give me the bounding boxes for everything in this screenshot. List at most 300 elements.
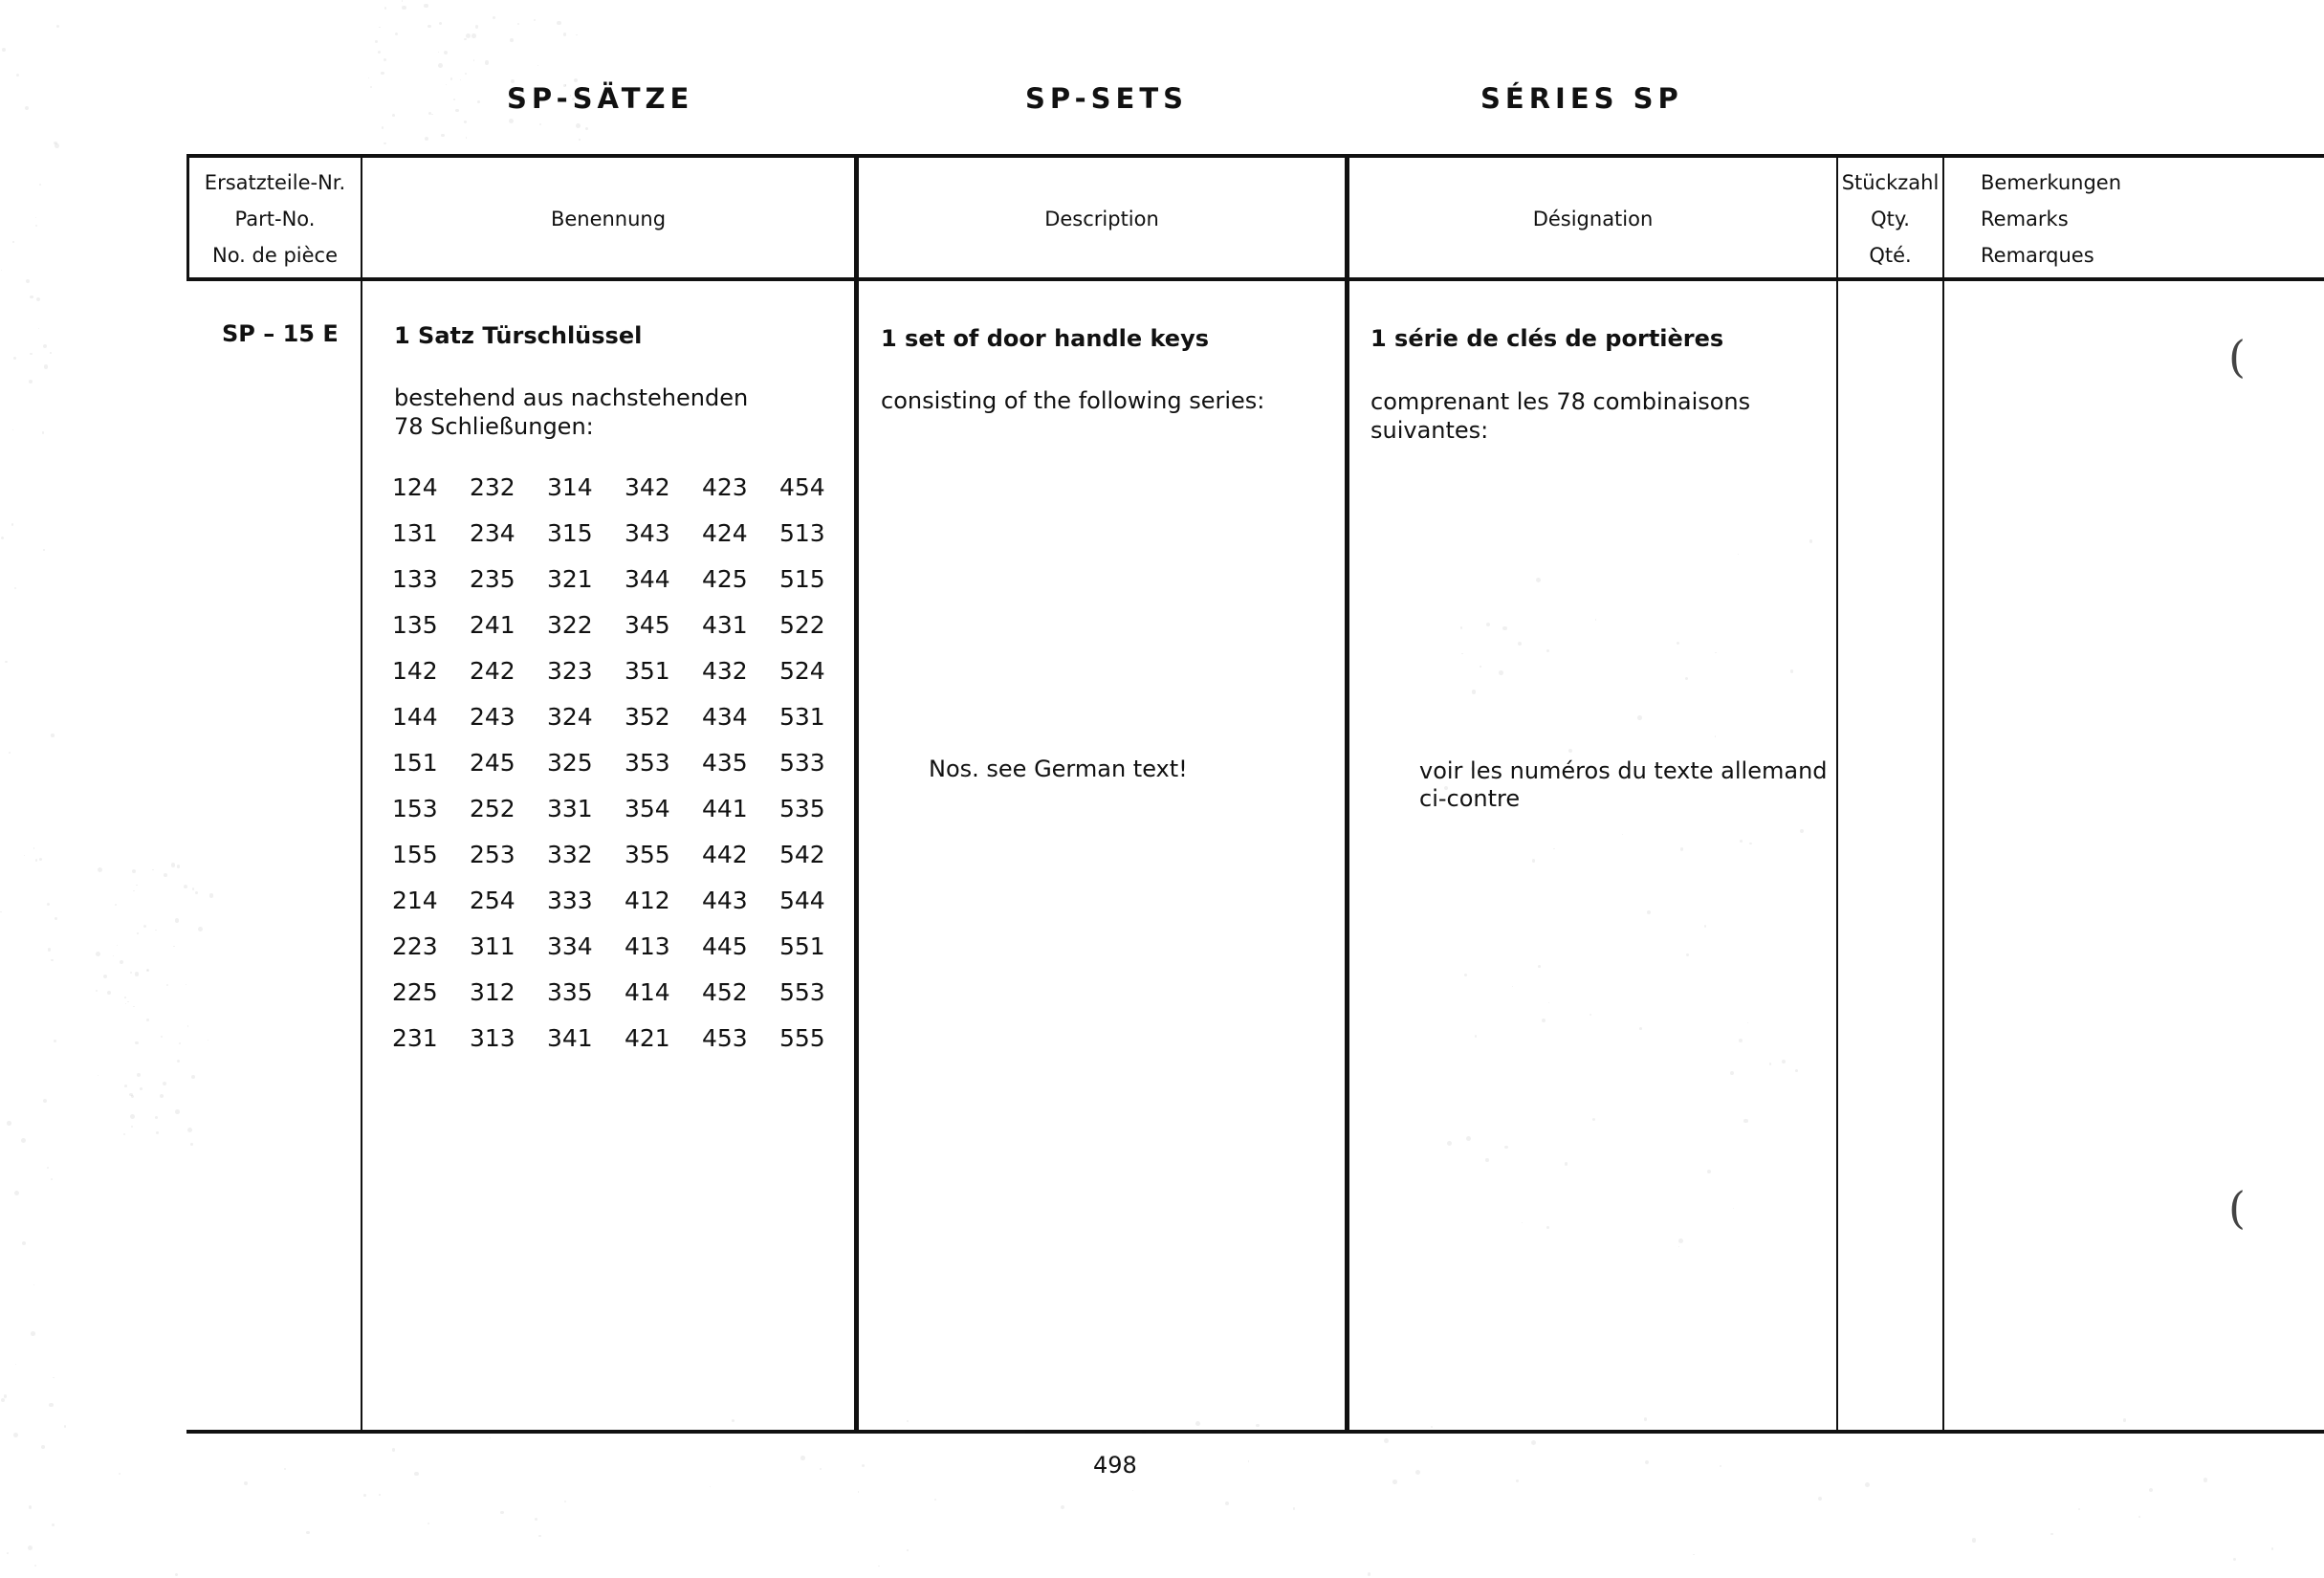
scan-speck	[473, 59, 474, 60]
scan-speck	[0, 911, 1, 912]
english-title: 1 set of door handle keys	[881, 325, 1210, 352]
scan-speck	[1733, 1208, 1734, 1209]
scan-speck	[1485, 1158, 1489, 1162]
scan-speck	[49, 1403, 54, 1408]
scan-speck	[47, 903, 50, 906]
scan-speck	[209, 893, 213, 897]
scan-speck	[7, 1121, 11, 1126]
scan-speck	[1293, 1507, 1295, 1509]
key-code: 441	[702, 795, 748, 822]
key-code: 421	[625, 1024, 670, 1052]
key-code: 315	[547, 519, 593, 547]
key-code: 431	[702, 611, 748, 639]
scan-speck	[1782, 1060, 1786, 1063]
scan-speck	[48, 948, 52, 952]
german-subtitle-line2: 78 Schließungen:	[394, 413, 594, 440]
scan-speck	[493, 16, 495, 19]
scan-speck	[24, 855, 25, 856]
key-code: 314	[547, 473, 593, 501]
scan-speck	[179, 1042, 181, 1044]
scan-speck	[191, 1075, 195, 1079]
french-title: 1 série de clés de portières	[1370, 325, 1724, 352]
key-code: 351	[625, 657, 670, 685]
scan-speck	[576, 34, 577, 35]
key-code: 342	[625, 473, 670, 501]
key-code: 332	[547, 841, 593, 868]
scan-speck	[1061, 1505, 1064, 1509]
scan-speck	[146, 1019, 149, 1021]
scan-speck	[53, 1377, 54, 1378]
key-code: 225	[392, 978, 438, 1006]
scan-speck	[129, 1093, 132, 1096]
scan-speck	[1704, 925, 1706, 927]
title-german: SP-SÄTZE	[507, 82, 694, 115]
scan-speck	[1730, 1071, 1734, 1075]
key-code: 335	[547, 978, 593, 1006]
scan-speck	[1590, 1014, 1591, 1016]
scan-speck	[14, 587, 16, 589]
scan-speck	[1707, 1170, 1711, 1173]
key-code: 223	[392, 932, 438, 960]
key-code: 533	[779, 749, 825, 777]
scan-speck	[1475, 1035, 1477, 1037]
key-code: 124	[392, 473, 438, 501]
scan-speck	[136, 885, 137, 886]
scan-speck	[55, 917, 57, 920]
header-part-no	[189, 160, 361, 277]
scan-speck	[13, 357, 16, 360]
scan-speck	[171, 863, 175, 866]
scan-speck	[384, 142, 386, 145]
scan-speck	[455, 109, 458, 112]
key-code: 151	[392, 749, 438, 777]
scan-speck	[2123, 1418, 2126, 1421]
scan-speck	[36, 297, 40, 301]
header-designation	[1349, 160, 1836, 277]
scan-speck	[43, 549, 45, 551]
scan-speck	[1132, 1490, 1133, 1491]
scan-speck	[1444, 786, 1448, 790]
scan-speck	[1499, 670, 1503, 675]
scan-speck	[12, 241, 13, 242]
key-code: 313	[470, 1024, 515, 1052]
header-part-no-en: Part-No.	[234, 207, 316, 230]
header-qty-fr: Qté.	[1869, 243, 1912, 267]
scan-speck	[51, 959, 54, 962]
scan-speck	[184, 885, 187, 888]
scan-speck	[1461, 653, 1463, 655]
scan-speck	[117, 945, 118, 946]
scan-speck	[1516, 1479, 1519, 1482]
scan-speck	[402, 0, 404, 2]
header-qty-de: Stückzahl	[1841, 170, 1940, 194]
key-code: 333	[547, 887, 593, 914]
header-benennung-label: Benennung	[550, 207, 667, 230]
key-code: 544	[779, 887, 825, 914]
scan-speck	[439, 22, 442, 25]
scan-speck	[1678, 1238, 1683, 1243]
scan-speck	[563, 33, 567, 36]
scan-speck	[384, 58, 386, 61]
scan-speck	[1740, 840, 1743, 843]
scan-speck	[137, 1073, 141, 1077]
scan-speck	[500, 1511, 503, 1514]
scan-speck	[1415, 1470, 1420, 1475]
german-title: 1 Satz Türschlüssel	[394, 322, 643, 349]
scan-speck	[33, 847, 35, 849]
key-code: 325	[547, 749, 593, 777]
scan-speck	[120, 960, 123, 964]
scan-speck	[51, 1178, 53, 1180]
scan-speck	[13, 1433, 18, 1437]
scan-speck	[41, 1445, 45, 1449]
key-code: 242	[470, 657, 515, 685]
scan-speck	[135, 1041, 138, 1044]
scan-speck	[375, 40, 378, 43]
scan-speck	[517, 23, 519, 25]
scan-speck	[2271, 1547, 2273, 1549]
scan-speck	[14, 1191, 19, 1195]
scan-speck	[96, 990, 98, 992]
scan-speck	[132, 869, 136, 873]
scan-speck	[1645, 1460, 1649, 1464]
scan-speck	[1553, 848, 1554, 849]
french-note-line2: ci-contre	[1419, 785, 1521, 812]
scan-speck	[192, 888, 195, 890]
scan-speck	[1225, 1501, 1229, 1505]
scan-speck	[363, 1494, 366, 1497]
scan-speck	[1565, 1162, 1568, 1165]
key-code: 144	[392, 703, 438, 731]
key-code: 343	[625, 519, 670, 547]
scan-speck	[1790, 669, 1794, 673]
key-codes-grid	[392, 473, 857, 1070]
scan-speck	[1568, 749, 1572, 753]
scan-speck	[1715, 735, 1716, 736]
scan-speck	[1678, 1246, 1679, 1247]
scan-speck	[477, 100, 480, 103]
scan-speck	[1431, 1426, 1433, 1428]
scan-speck	[130, 1114, 135, 1119]
scan-speck	[43, 344, 47, 348]
scan-speck	[137, 932, 139, 934]
scan-speck	[438, 52, 439, 53]
key-code: 542	[779, 841, 825, 868]
scan-speck	[35, 217, 36, 218]
scan-speck	[1384, 1438, 1389, 1443]
scan-speck	[1595, 619, 1596, 620]
scan-speck	[381, 72, 384, 76]
key-code: 235	[470, 565, 515, 593]
key-code: 241	[470, 611, 515, 639]
key-code: 355	[625, 841, 670, 868]
key-code: 445	[702, 932, 748, 960]
key-code: 234	[470, 519, 515, 547]
page-number: 498	[1093, 1452, 1137, 1479]
scan-speck	[710, 1486, 711, 1487]
scan-speck	[585, 127, 588, 130]
scan-speck	[1486, 623, 1490, 626]
header-remarks-de: Bemerkungen	[1981, 170, 2122, 194]
key-code: 322	[547, 611, 593, 639]
scan-speck	[5, 661, 7, 663]
key-code: 352	[625, 703, 670, 731]
key-code: 341	[547, 1024, 593, 1052]
scan-speck	[1256, 1424, 1259, 1427]
scan-speck	[198, 927, 203, 931]
scan-speck	[31, 1331, 35, 1336]
scan-speck	[166, 984, 168, 986]
scan-speck	[1536, 578, 1541, 582]
scan-speck	[98, 1075, 99, 1077]
header-bottom-border	[186, 277, 2324, 281]
scan-speck	[1769, 1063, 1772, 1065]
scan-speck	[519, 93, 522, 96]
scan-speck	[511, 79, 515, 83]
key-code: 245	[470, 749, 515, 777]
header-qty-en: Qty.	[1871, 207, 1910, 230]
key-code: 252	[470, 795, 515, 822]
header-description-label: Description	[1044, 207, 1159, 230]
scan-speck	[1686, 953, 1688, 955]
scan-speck	[47, 1167, 49, 1169]
scan-speck	[1460, 626, 1463, 629]
scan-speck	[557, 21, 560, 25]
scan-speck	[1639, 1027, 1642, 1030]
scan-speck	[244, 1481, 249, 1486]
french-subtitle-line2: suivantes:	[1370, 417, 1489, 444]
scan-speck	[453, 99, 455, 100]
scan-speck	[428, 1523, 430, 1525]
scan-speck	[1592, 1118, 1595, 1121]
scan-speck	[156, 1131, 159, 1134]
scan-speck	[1538, 965, 1541, 968]
scan-speck	[173, 946, 175, 948]
key-code: 153	[392, 795, 438, 822]
scan-speck	[2138, 1516, 2140, 1518]
scan-speck	[395, 33, 399, 36]
scan-speck	[55, 143, 59, 148]
scan-speck	[7, 1552, 9, 1554]
scan-speck	[34, 1565, 36, 1567]
scan-speck	[2, 48, 6, 52]
scan-speck	[51, 734, 54, 736]
scan-speck	[438, 63, 443, 68]
scan-speck	[44, 364, 48, 368]
key-code: 155	[392, 841, 438, 868]
scan-speck	[1025, 1430, 1029, 1434]
scan-speck	[934, 1499, 936, 1501]
scan-speck	[538, 1535, 540, 1537]
scan-speck	[446, 84, 447, 85]
scan-speck	[1512, 986, 1513, 987]
scan-speck	[441, 134, 445, 138]
table-top-border	[186, 154, 2324, 158]
scan-speck	[125, 1003, 126, 1004]
scan-speck	[534, 19, 536, 21]
scan-speck	[465, 73, 467, 75]
key-code: 531	[779, 703, 825, 731]
divider-partno	[361, 154, 362, 1432]
table-bottom-border	[186, 1430, 2324, 1434]
scan-speck	[1685, 677, 1689, 681]
scan-speck	[466, 137, 467, 138]
scan-speck	[1, 537, 4, 539]
scan-speck	[123, 1133, 125, 1135]
key-code: 312	[470, 978, 515, 1006]
scan-speck	[33, 1284, 34, 1285]
scan-speck	[2078, 1508, 2081, 1511]
key-code: 515	[779, 565, 825, 593]
scan-speck	[1693, 1554, 1695, 1556]
part-number: SP – 15 E	[222, 320, 339, 347]
header-designation-label: Désignation	[1532, 207, 1654, 230]
scan-speck	[107, 991, 111, 995]
key-code: 522	[779, 611, 825, 639]
key-code: 311	[470, 932, 515, 960]
scan-speck	[475, 25, 478, 28]
scan-speck	[195, 891, 198, 894]
scan-speck	[907, 1420, 909, 1422]
header-remarks	[1981, 160, 2306, 277]
key-code: 214	[392, 887, 438, 914]
scan-speck	[140, 1087, 143, 1090]
scan-speck	[368, 77, 369, 78]
scan-speck	[1472, 690, 1477, 694]
key-code: 142	[392, 657, 438, 685]
scan-speck	[96, 952, 100, 956]
scan-speck	[187, 1128, 192, 1132]
scan-speck	[30, 353, 32, 355]
scan-speck	[28, 1545, 33, 1550]
scan-speck	[21, 1138, 26, 1143]
scan-speck	[155, 1116, 158, 1119]
scan-speck	[1795, 1069, 1798, 1072]
scan-speck	[862, 1464, 866, 1468]
scan-speck	[1865, 1482, 1870, 1487]
scan-speck	[1647, 910, 1652, 915]
english-note: Nos. see German text!	[929, 756, 1188, 782]
key-code: 413	[625, 932, 670, 960]
scan-speck	[175, 1573, 178, 1576]
scan-speck	[2233, 1558, 2237, 1562]
scan-speck	[574, 78, 578, 82]
scan-speck	[175, 918, 179, 922]
german-subtitle-line1: bestehend aus nachstehenden	[394, 384, 749, 411]
scan-speck	[11, 523, 13, 525]
key-code: 344	[625, 565, 670, 593]
scan-speck	[1809, 539, 1813, 543]
scan-speck	[42, 431, 45, 434]
scan-speck	[155, 930, 156, 931]
scan-speck	[509, 119, 514, 123]
scan-speck	[1368, 1572, 1371, 1576]
key-code: 424	[702, 519, 748, 547]
scan-speck	[1738, 554, 1739, 555]
scan-speck	[143, 925, 146, 928]
scan-speck	[1739, 1039, 1743, 1042]
scan-speck	[1522, 1222, 1523, 1223]
key-code: 135	[392, 611, 438, 639]
scan-speck	[510, 38, 514, 42]
scan-speck	[466, 33, 471, 38]
scan-speck	[1622, 834, 1624, 836]
scan-speck	[464, 38, 467, 41]
scan-speck	[146, 969, 149, 972]
scan-speck	[428, 25, 431, 29]
scan-speck	[378, 51, 381, 54]
scan-speck	[1502, 626, 1507, 631]
scan-speck	[878, 1566, 880, 1567]
scan-speck	[392, 114, 395, 117]
scan-speck	[1518, 642, 1522, 646]
scan-speck	[450, 77, 453, 80]
scan-speck	[1548, 1002, 1550, 1004]
scan-speck	[160, 1094, 164, 1098]
scan-speck	[1, 1398, 5, 1402]
header-benennung	[362, 160, 854, 277]
header-qty	[1838, 160, 1942, 277]
key-code: 551	[779, 932, 825, 960]
scan-speck	[1, 270, 2, 271]
scan-speck	[1743, 1119, 1747, 1123]
scan-speck	[29, 380, 33, 384]
header-description	[859, 160, 1345, 277]
scan-speck	[177, 1060, 180, 1063]
scan-speck	[1747, 1022, 1749, 1024]
scan-speck	[124, 1085, 127, 1087]
key-code: 133	[392, 565, 438, 593]
scan-speck	[16, 74, 19, 77]
scan-speck	[1542, 1019, 1546, 1022]
key-code: 425	[702, 565, 748, 593]
key-code: 331	[547, 795, 593, 822]
scan-speck	[98, 867, 102, 872]
scan-speck	[127, 1001, 129, 1003]
scan-speck	[113, 955, 115, 957]
scan-speck	[471, 33, 476, 38]
key-code: 353	[625, 749, 670, 777]
scan-speck	[572, 98, 575, 100]
scan-speck	[175, 1109, 180, 1114]
header-remarks-en: Remarks	[1981, 207, 2069, 230]
key-code: 324	[547, 703, 593, 731]
header-part-no-fr: No. de pièce	[211, 243, 338, 267]
header-remarks-fr: Remarques	[1981, 243, 2094, 267]
scan-speck	[1818, 1497, 1822, 1501]
scan-speck	[485, 60, 490, 65]
scan-speck	[306, 1531, 309, 1534]
scan-speck	[732, 1419, 734, 1422]
scan-speck	[384, 7, 387, 10]
key-code: 452	[702, 978, 748, 1006]
scan-speck	[402, 6, 406, 10]
scan-speck	[1680, 847, 1683, 850]
scan-speck	[187, 1025, 189, 1027]
title-french: SÉRIES SP	[1480, 82, 1683, 115]
scan-speck	[1248, 1460, 1249, 1461]
key-code: 253	[470, 841, 515, 868]
scan-speck	[43, 1099, 47, 1103]
scan-speck	[382, 126, 384, 128]
scan-speck	[35, 859, 37, 861]
header-part-no-de: Ersatzteile-Nr.	[204, 170, 346, 194]
scan-speck	[35, 225, 37, 227]
scan-speck	[537, 65, 538, 66]
scan-speck	[39, 184, 41, 186]
divider-qty	[1942, 154, 1944, 1432]
scan-speck	[907, 1549, 908, 1550]
